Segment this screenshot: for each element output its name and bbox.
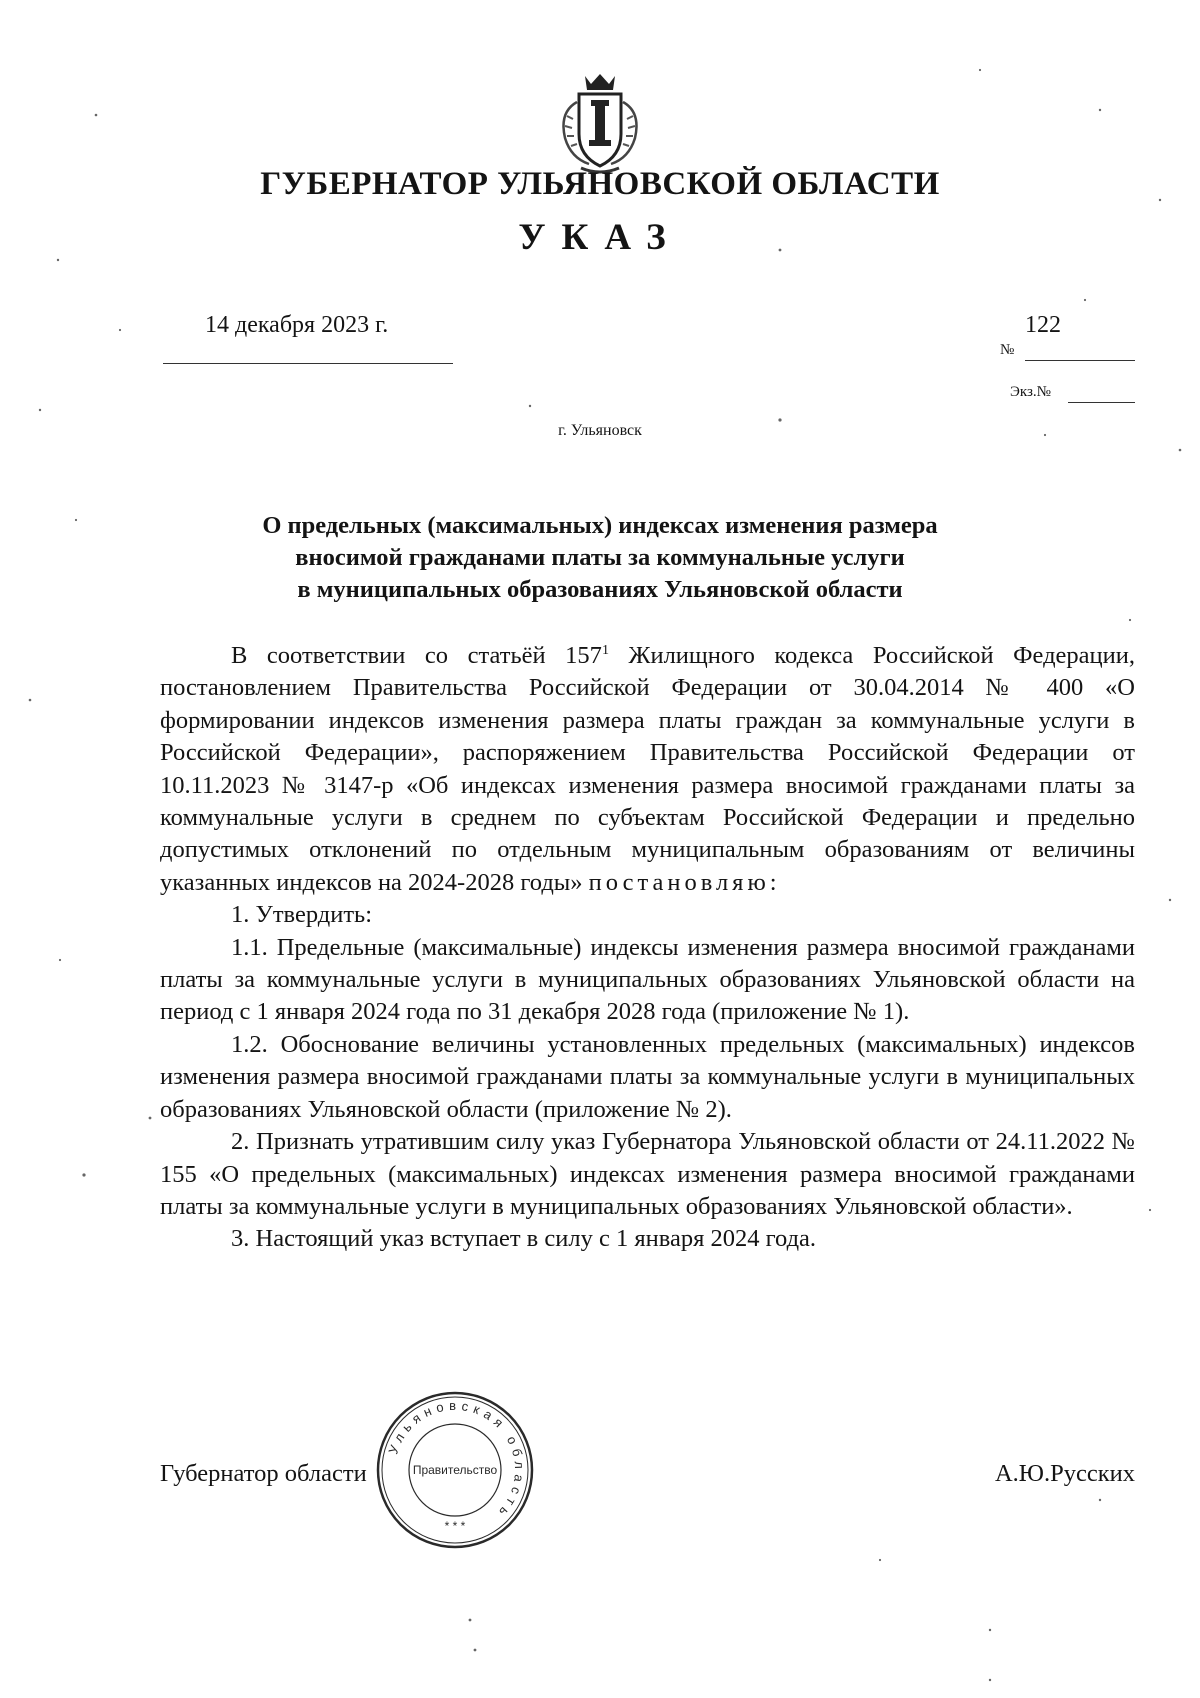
title-line: вносимой гражданами платы за коммунальные услуги [295, 544, 905, 571]
signatory-position: Губернатор области [160, 1460, 367, 1487]
item-1-2: 1.2. Обоснование величины установленных предельных (максимальных) индексов изменения размера вносимой гражданами платы за коммунальные услуги в муниципальных образованиях Ульяновской области (приложение № 2). [160, 1030, 1135, 1123]
seal-ring-text: Ульяновская область [385, 1397, 528, 1524]
seal-center-text: Правительство [412, 1463, 498, 1477]
seal-stars: * * * [444, 1519, 466, 1533]
document-number: 122 [1025, 312, 1061, 338]
item-1: 1. Утвердить: [231, 901, 373, 929]
number-label: № [1000, 342, 1015, 358]
article-superscript: 1 [601, 643, 609, 658]
official-seal-stamp [375, 1390, 535, 1550]
preamble-text-start: В соответствии со статьёй 157 [231, 642, 602, 669]
document-body [160, 640, 1135, 1256]
signatory-name: А.Ю.Русских [994, 1460, 1135, 1487]
city: г. Ульяновск [558, 422, 642, 439]
document-type: УКАЗ [518, 217, 682, 258]
document-date: 14 декабря 2023 г. [205, 312, 389, 338]
document-title [200, 510, 1000, 606]
coat-of-arms-icon [551, 72, 649, 174]
decree-word: постановляю: [588, 868, 781, 896]
preamble-paragraph [160, 640, 1135, 899]
item-3: 3. Настоящий указ вступает в силу с 1 января 2024 года. [231, 1225, 817, 1253]
date-underline [163, 363, 453, 364]
copy-number-underline [1068, 402, 1135, 403]
title-line: О предельных (максимальных) индексах изменения размера [262, 512, 938, 539]
svg-text:Ульяновская область [385, 1398, 527, 1523]
preamble-text: Жилищного кодекса Российской Федерации, постановлением Правительства Российской Федерации от 30.04.2014 № 400 «О формировании индексов изменения размера платы граждан за коммунальные услуги в Российской Федерации», распоряжением Правительства Российской Федерации от 10.11.2023 № 3147-р «Об индексах изменения размера вносимой гражданами платы за коммунальные услуги в среднем по субъектам Российской Федерации и предельно допустимых отклонений по отдельным муниципальным образованиям от величины указанных индексов на 2024-2028 годы» [160, 642, 1135, 896]
title-line: в муниципальных образованиях Ульяновской области [297, 576, 903, 603]
copy-number-label: Экз.№ [1010, 384, 1051, 400]
number-underline [1025, 360, 1135, 361]
item-1-1: 1.1. Предельные (максимальные) индексы изменения размера вносимой гражданами платы за коммунальные услуги в муниципальных образованиях Ульяновской области на период с 1 января 2024 года по 31 декабря 2028 года (приложение № 1). [160, 933, 1135, 1026]
issuing-authority: ГУБЕРНАТОР УЛЬЯНОВСКОЙ ОБЛАСТИ [260, 166, 940, 202]
item-2: 2. Признать утратившим силу указ Губернатора Ульяновской области от 24.11.2022 № 155 «О предельных (максимальных) индексах изменения размера вносимой гражданами платы за коммунальные услуги в муниципальных образованиях Ульяновской области». [160, 1128, 1135, 1220]
